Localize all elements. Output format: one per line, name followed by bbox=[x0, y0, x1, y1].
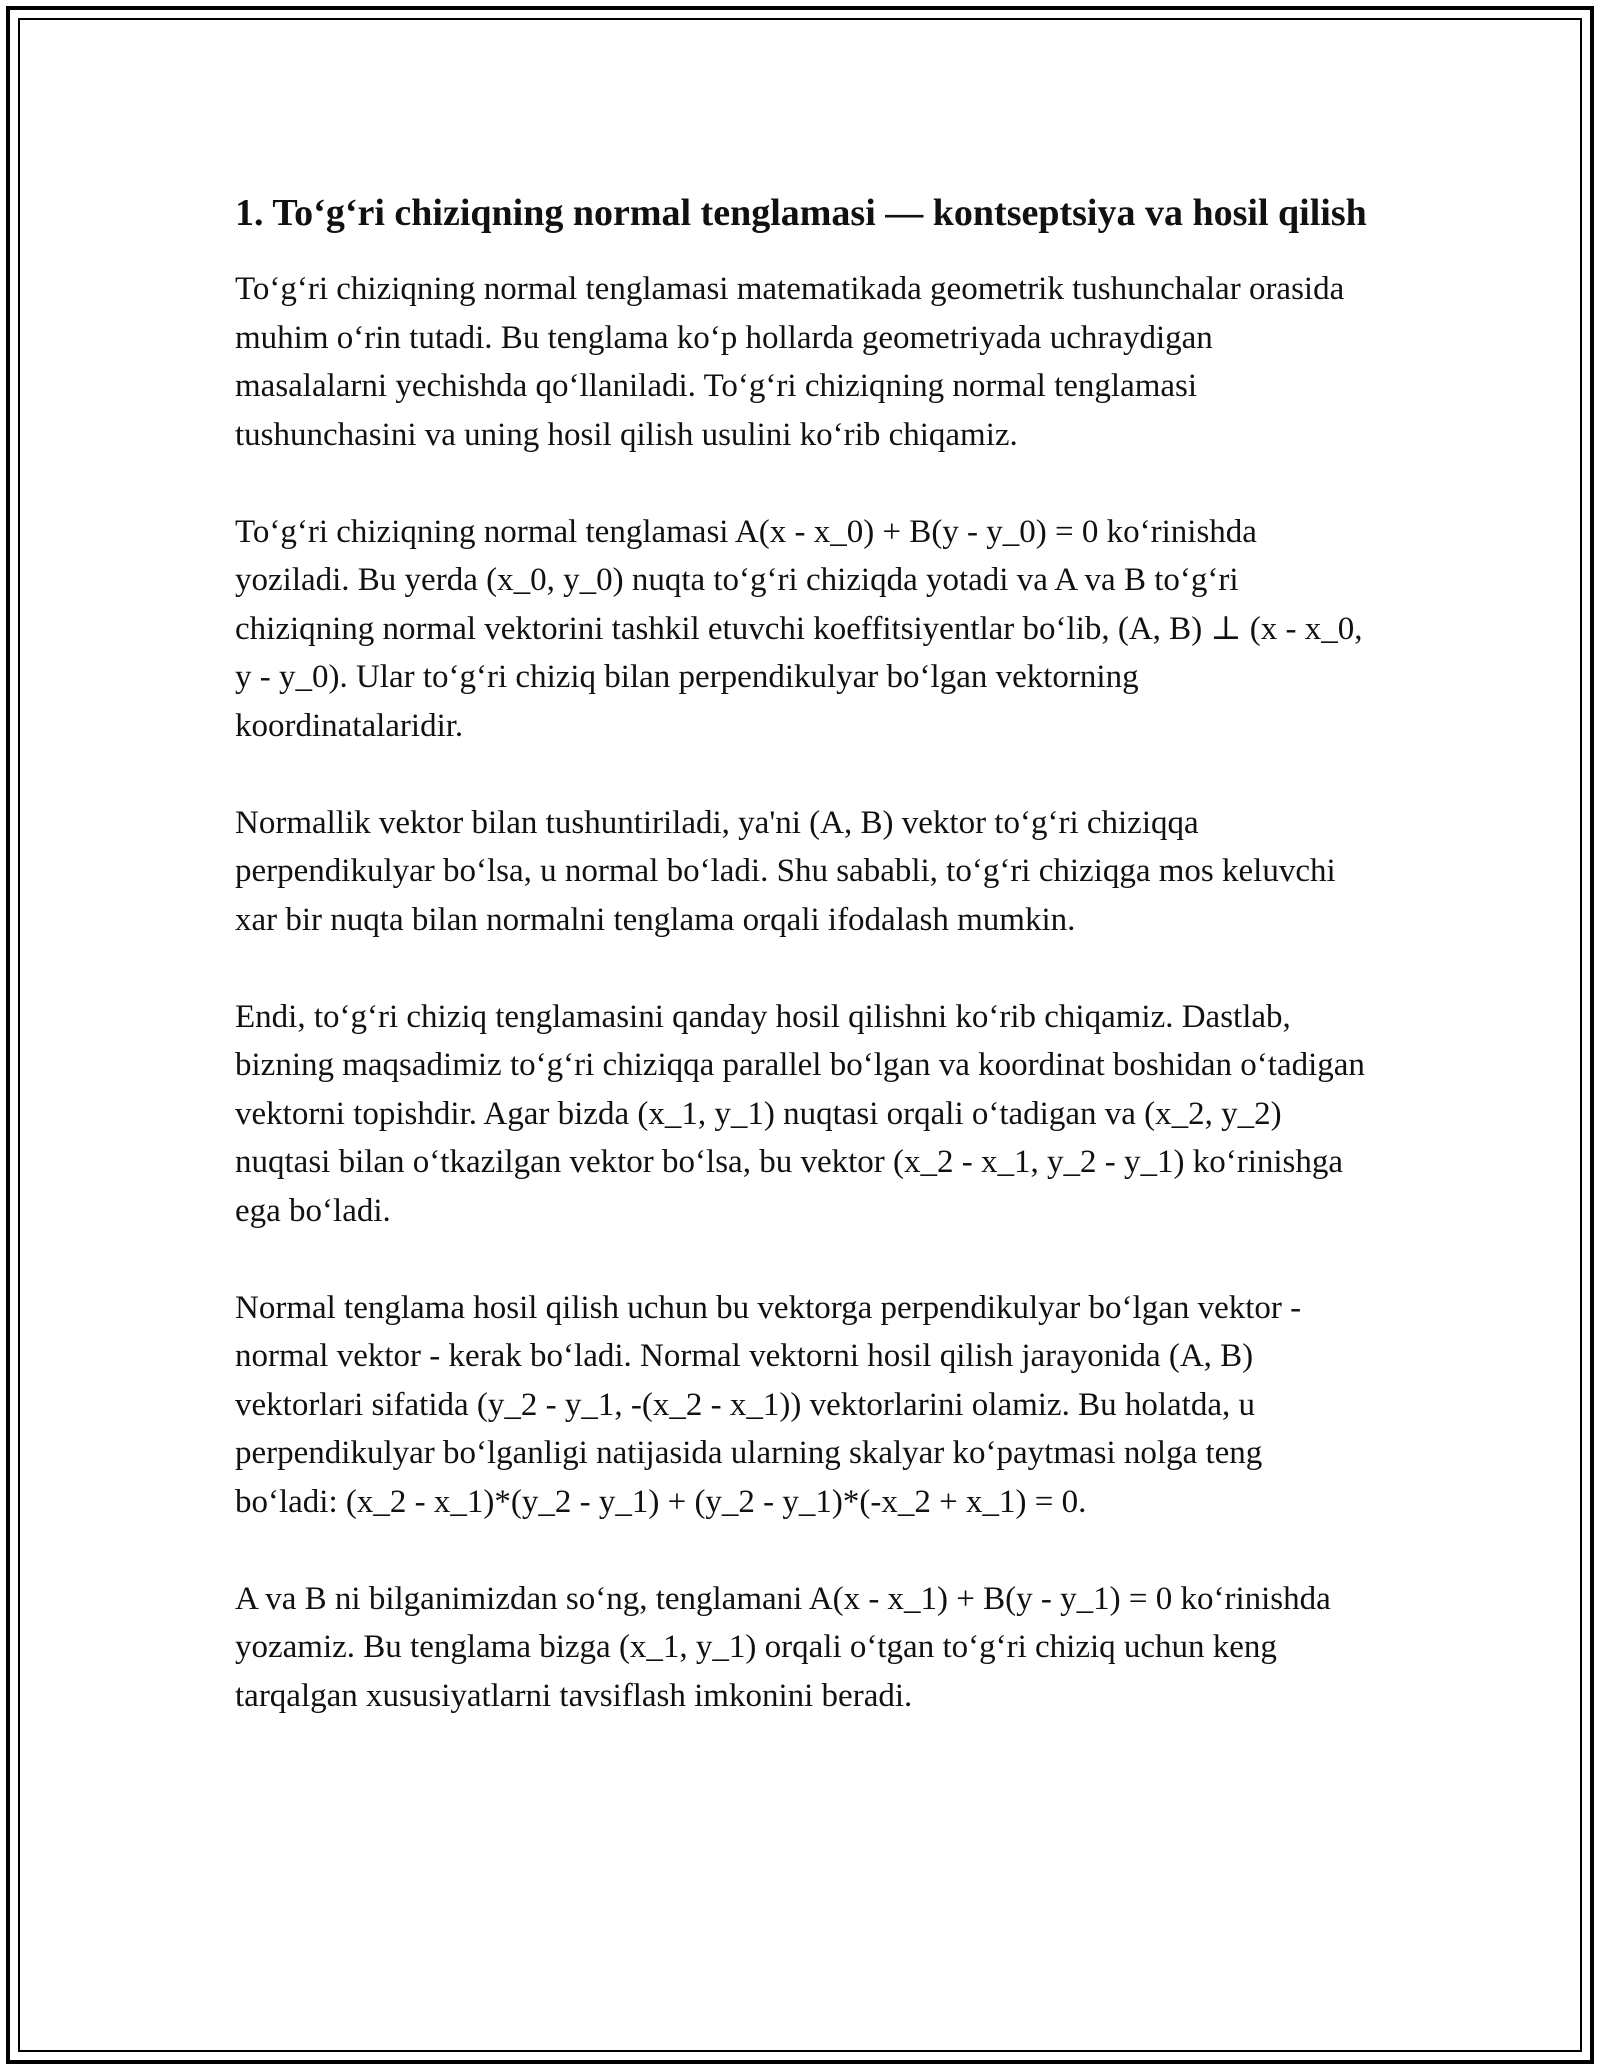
paragraph-normal-vector: Normal tenglama hosil qilish uchun bu vektorga perpendikulyar bo‘lgan vektor - normal vektor - kerak bo‘ladi. Normal vektorni hosil qilish jarayonida (A, B) vektorlari sifatida (y_2 - y_1, -(x_2 - x_1)) vektorlarini olamiz. Bu holatda, u perpendikulyar bo‘lganligi natijasida ularning skalyar ko‘paytmasi nolga teng bo‘ladi: (x_2 - x_1)*(y_2 - y_1) + (y_2 - y_1)*(-x_2 + x_1) = 0. bbox=[235, 1289, 1302, 1520]
document-body bbox=[235, 185, 1370, 1769]
paragraph-intro: To‘g‘ri chiziqning normal tenglamasi matematikada geometrik tushunchalar orasida muhim o‘rin tutadi. Bu tenglama ko‘p hollarda geometriyada uchraydigan masalalarni yechishda qo‘llaniladi. To‘g‘ri chiziqning normal tenglamasi tushunchasini va uning hosil qilish usulini ko‘rib chiqamiz. bbox=[235, 271, 1345, 453]
paragraph-normal-equation: To‘g‘ri chiziqning normal tenglamasi A(x - x_0) + B(y - y_0) = 0 ko‘rinishda yoziladi. Bu yerda (x_0, y_0) nuqta to‘g‘ri chiziqda yotadi va A va B to‘g‘ri chiziqning normal vektorini tashkil etuvchi koeffitsiyentlar bo‘lib, (A, B) ⊥ (x - x_0, y - y_0). Ular to‘g‘ri chiziq bilan perpendikulyar bo‘lgan vektorning koordinatalaridir. bbox=[235, 513, 1363, 744]
paragraph-derivation: Endi, to‘g‘ri chiziq tenglamasini qanday hosil qilishni ko‘rib chiqamiz. Dastlab, bizning maqsadimiz to‘g‘ri chiziqqa parallel bo‘lgan va koordinat boshidan o‘tadigan vektorni topishdir. Agar bizda (x_1, y_1) nuqtasi orqali o‘tadigan va (x_2, y_2) nuqtasi bilan o‘tkazilgan vektor bo‘lsa, bu vektor (x_2 - x_1, y_2 - y_1) ko‘rinishga ega bo‘ladi. bbox=[235, 998, 1365, 1229]
paragraph-conclusion: A va B ni bilganimizdan so‘ng, tenglamani A(x - x_1) + B(y - y_1) = 0 ko‘rinishda yozamiz. Bu tenglama bizga (x_1, y_1) orqali o‘tgan to‘g‘ri chiziq uchun keng tarqalgan xususiyatlarni tavsiflash imkonini beradi. bbox=[235, 1580, 1331, 1714]
section-heading: 1. To‘g‘ri chiziqning normal tenglamasi — kontseptsiya va hosil qilish bbox=[235, 192, 1367, 234]
paragraph-normality: Normallik vektor bilan tushuntiriladi, ya'ni (A, B) vektor to‘g‘ri chiziqqa perpendikulyar bo‘lsa, u normal bo‘ladi. Shu sababli, to‘g‘ri chiziqga mos keluvchi xar bir nuqta bilan normalni tenglama orqali ifodalash mumkin. bbox=[235, 804, 1336, 938]
